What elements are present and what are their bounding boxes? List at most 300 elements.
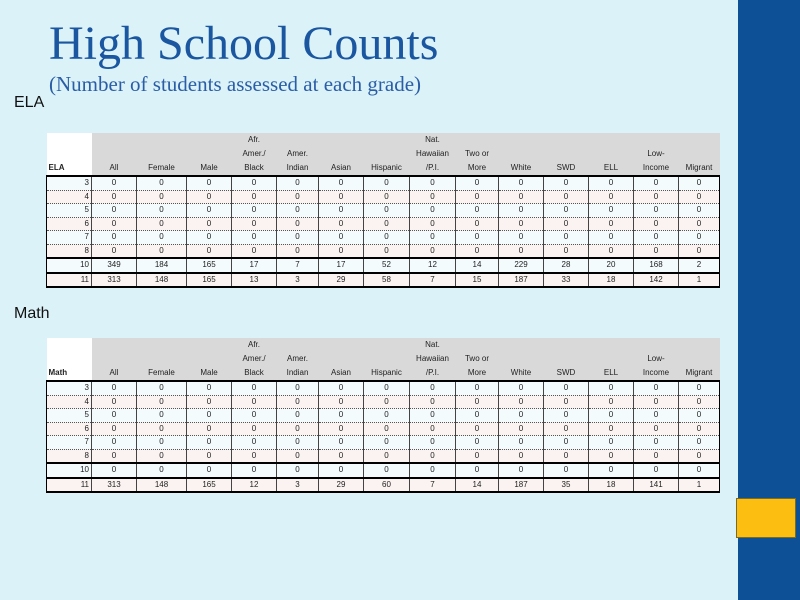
table-cell: 0 [410, 231, 456, 245]
table-cell: 20 [589, 258, 634, 273]
table-cell: 0 [187, 395, 232, 409]
table-row [47, 231, 720, 245]
table-row [47, 258, 720, 273]
table-cell: 0 [679, 204, 720, 218]
column-header [589, 338, 634, 381]
column-header-line: Two or [464, 149, 489, 158]
table-cell: 0 [364, 204, 410, 218]
table-cell: 0 [277, 436, 319, 450]
column-header-line: Amer. [287, 354, 308, 363]
table-cell: 0 [364, 436, 410, 450]
column-header [319, 133, 364, 176]
table-cell: 0 [137, 217, 187, 231]
grade-cell: 7 [47, 231, 92, 245]
table-cell: 0 [634, 190, 679, 204]
column-header [319, 338, 364, 381]
column-header [499, 338, 544, 381]
table-cell: 0 [187, 176, 232, 190]
table-cell: 0 [92, 436, 137, 450]
table-cell: 0 [187, 422, 232, 436]
table-cell: 0 [364, 231, 410, 245]
table-cell: 0 [544, 449, 589, 463]
table-cell: 3 [277, 478, 319, 493]
table-cell: 0 [456, 395, 499, 409]
grade-cell: 11 [47, 478, 92, 493]
column-header-line: Hispanic [371, 368, 402, 377]
table-cell: 0 [137, 449, 187, 463]
column-header-line: Black [244, 163, 264, 172]
table-cell: 0 [410, 244, 456, 258]
column-header-line: Migrant [685, 368, 713, 377]
column-header [137, 338, 187, 381]
table-cell: 0 [456, 463, 499, 478]
table-cell: 0 [499, 463, 544, 478]
grade-cell: 8 [47, 244, 92, 258]
column-header-line: Amer./ [242, 354, 266, 363]
table-cell: 0 [187, 190, 232, 204]
table-cell: 0 [364, 409, 410, 423]
column-header-line: Indian [286, 163, 309, 172]
table-cell: 0 [92, 409, 137, 423]
table-cell: 0 [319, 422, 364, 436]
table-cell: 0 [364, 190, 410, 204]
table-cell: 0 [589, 190, 634, 204]
grade-cell: 5 [47, 204, 92, 218]
table-cell: 0 [589, 231, 634, 245]
table-cell: 0 [232, 231, 277, 245]
column-header-line: Income [642, 368, 670, 377]
table-cell: 0 [679, 381, 720, 395]
table-row [47, 449, 720, 463]
math-table [46, 338, 720, 493]
table-cell: 2 [679, 258, 720, 273]
column-header-line: Asian [330, 163, 351, 172]
table-cell: 0 [319, 190, 364, 204]
table-cell: 0 [92, 381, 137, 395]
table-cell: 0 [544, 463, 589, 478]
table-cell: 0 [456, 449, 499, 463]
column-header-line: SWD [556, 368, 576, 377]
table-cell: 0 [544, 176, 589, 190]
column-header [544, 338, 589, 381]
table-cell: 0 [92, 244, 137, 258]
table-cell: 0 [277, 231, 319, 245]
table-cell: 0 [589, 436, 634, 450]
table-cell: 0 [456, 244, 499, 258]
table-cell: 0 [137, 395, 187, 409]
table-cell: 0 [589, 381, 634, 395]
table-cell: 0 [499, 395, 544, 409]
column-header [187, 338, 232, 381]
table-cell: 0 [277, 409, 319, 423]
table-cell: 0 [277, 381, 319, 395]
slide-subtitle: (Number of students assessed at each grade) [49, 72, 422, 96]
ela-table [46, 133, 720, 288]
column-header-line: Two or [464, 354, 489, 363]
column-header-line: White [510, 163, 532, 172]
table-cell: 7 [410, 273, 456, 288]
table-cell: 60 [364, 478, 410, 493]
table-cell: 18 [589, 478, 634, 493]
table-cell: 0 [319, 436, 364, 450]
column-header-line: Male [200, 163, 218, 172]
column-header [634, 338, 679, 381]
table-cell: 58 [364, 273, 410, 288]
column-header-line: Male [200, 368, 218, 377]
table-cell: 0 [499, 422, 544, 436]
table-cell: 0 [277, 244, 319, 258]
table-cell: 0 [634, 176, 679, 190]
column-header [92, 338, 137, 381]
column-header-line: Hispanic [371, 163, 402, 172]
table-cell: 12 [232, 478, 277, 493]
column-header-line: Income [642, 163, 670, 172]
table-cell: 0 [544, 381, 589, 395]
table-cell: 0 [679, 449, 720, 463]
table-cell: 0 [679, 217, 720, 231]
column-header [499, 133, 544, 176]
table-cell: 0 [232, 190, 277, 204]
column-header-line: Low- [647, 354, 665, 363]
column-header-line: Black [244, 368, 264, 377]
table-cell: 0 [544, 409, 589, 423]
column-header [589, 133, 634, 176]
table-cell: 0 [277, 449, 319, 463]
table-cell: 0 [137, 244, 187, 258]
table-cell: 0 [187, 217, 232, 231]
column-header-line: ELL [603, 163, 619, 172]
table-cell: 148 [137, 273, 187, 288]
table-cell: 0 [544, 231, 589, 245]
grade-cell: 3 [47, 381, 92, 395]
table-row [47, 176, 720, 190]
table-cell: 0 [410, 463, 456, 478]
table-cell: 0 [232, 217, 277, 231]
table-cell: 0 [499, 436, 544, 450]
table-cell: 14 [456, 258, 499, 273]
table-cell: 0 [499, 217, 544, 231]
table-cell: 0 [679, 395, 720, 409]
table-cell: 165 [187, 273, 232, 288]
table-cell: 0 [232, 409, 277, 423]
table-cell: 3 [277, 273, 319, 288]
table-cell: 18 [589, 273, 634, 288]
table-cell: 0 [679, 231, 720, 245]
table-cell: 0 [589, 204, 634, 218]
table-cell: 0 [137, 204, 187, 218]
table-cell: 33 [544, 273, 589, 288]
table-cell: 0 [364, 381, 410, 395]
table-cell: 0 [499, 409, 544, 423]
table-cell: 0 [410, 422, 456, 436]
table-cell: 0 [364, 449, 410, 463]
table-cell: 1 [679, 273, 720, 288]
table-row [47, 381, 720, 395]
table-cell: 0 [499, 244, 544, 258]
table-cell: 0 [277, 463, 319, 478]
column-header [634, 133, 679, 176]
table-cell: 0 [92, 463, 137, 478]
table-row [47, 422, 720, 436]
table-cell: 17 [232, 258, 277, 273]
column-header [232, 338, 277, 381]
column-header [277, 338, 319, 381]
table-cell: 187 [499, 273, 544, 288]
table-cell: 0 [277, 204, 319, 218]
table-cell: 7 [410, 478, 456, 493]
table-cell: 0 [92, 190, 137, 204]
table-cell: 0 [679, 244, 720, 258]
column-header [410, 338, 456, 381]
table-cell: 0 [92, 395, 137, 409]
column-header [679, 338, 720, 381]
table-cell: 0 [187, 381, 232, 395]
column-header-line: Indian [286, 368, 309, 377]
table-cell: 29 [319, 273, 364, 288]
table-cell: 0 [456, 409, 499, 423]
table-cell: 0 [499, 231, 544, 245]
table-cell: 165 [187, 258, 232, 273]
table-cell: 0 [232, 204, 277, 218]
table-cell: 0 [319, 231, 364, 245]
table-cell: 0 [319, 217, 364, 231]
column-header-line: White [510, 368, 532, 377]
grade-cell: 10 [47, 258, 92, 273]
column-header-line: All [109, 163, 119, 172]
column-header [544, 133, 589, 176]
column-header [456, 338, 499, 381]
table-cell: 0 [544, 395, 589, 409]
table-cell: 0 [456, 231, 499, 245]
table-cell: 142 [634, 273, 679, 288]
table-cell: 0 [187, 244, 232, 258]
table-cell: 0 [187, 204, 232, 218]
table-cell: 0 [634, 395, 679, 409]
column-header-line: SWD [556, 163, 576, 172]
table-cell: 0 [544, 217, 589, 231]
column-header-line: Afr. [247, 340, 260, 349]
table-cell: 0 [589, 422, 634, 436]
table-cell: 0 [634, 217, 679, 231]
table-cell: 148 [137, 478, 187, 493]
table-cell: 28 [544, 258, 589, 273]
column-header-line: Female [148, 163, 175, 172]
table-cell: 12 [410, 258, 456, 273]
header-row [47, 338, 720, 381]
table-cell: 0 [232, 449, 277, 463]
grade-cell: 6 [47, 422, 92, 436]
table-cell: 0 [92, 217, 137, 231]
table-cell: 0 [277, 395, 319, 409]
table-row [47, 244, 720, 258]
column-header-line: Female [148, 368, 175, 377]
table-cell: 313 [92, 273, 137, 288]
table-cell: 0 [319, 395, 364, 409]
column-header [679, 133, 720, 176]
slide-title: High School Counts [49, 17, 439, 70]
table-cell: 0 [364, 176, 410, 190]
table-cell: 1 [679, 478, 720, 493]
table-cell: 0 [410, 395, 456, 409]
column-header [232, 133, 277, 176]
table-cell: 187 [499, 478, 544, 493]
table-cell: 0 [232, 436, 277, 450]
table-cell: 0 [589, 449, 634, 463]
table-cell: 0 [364, 217, 410, 231]
grade-cell: 4 [47, 395, 92, 409]
table-cell: 0 [232, 395, 277, 409]
table-row [47, 463, 720, 478]
table-cell: 0 [277, 190, 319, 204]
table-cell: 0 [499, 176, 544, 190]
table-cell: 0 [499, 190, 544, 204]
table-cell: 0 [277, 176, 319, 190]
table-cell: 0 [137, 381, 187, 395]
table-cell: 0 [410, 436, 456, 450]
table-row [47, 395, 720, 409]
column-header-line: /P.I. [425, 368, 440, 377]
table-row [47, 204, 720, 218]
table-cell: 29 [319, 478, 364, 493]
table-cell: 0 [92, 204, 137, 218]
table-cell: 0 [410, 204, 456, 218]
table-cell: 0 [456, 176, 499, 190]
table-cell: 0 [137, 422, 187, 436]
grade-cell: 5 [47, 409, 92, 423]
table-cell: 0 [137, 436, 187, 450]
table-cell: 0 [137, 176, 187, 190]
table-cell: 35 [544, 478, 589, 493]
table-cell: 0 [319, 176, 364, 190]
column-header [277, 133, 319, 176]
table-cell: 0 [589, 409, 634, 423]
table-cell: 0 [232, 381, 277, 395]
table-cell: 0 [634, 463, 679, 478]
column-header [410, 133, 456, 176]
table-cell: 0 [364, 244, 410, 258]
table-cell: 0 [544, 244, 589, 258]
table-corner-label: Math [47, 338, 92, 381]
column-header-line: More [467, 163, 487, 172]
table-cell: 0 [544, 422, 589, 436]
table-cell: 13 [232, 273, 277, 288]
table-cell: 0 [456, 422, 499, 436]
table-cell: 15 [456, 273, 499, 288]
column-header-line: Nat. [425, 340, 440, 349]
grade-cell: 11 [47, 273, 92, 288]
table-row [47, 436, 720, 450]
table-cell: 0 [319, 449, 364, 463]
table-cell: 0 [410, 449, 456, 463]
table-cell: 0 [187, 231, 232, 245]
table-cell: 0 [679, 176, 720, 190]
column-header-line: Asian [330, 368, 351, 377]
table-cell: 0 [319, 244, 364, 258]
table-cell: 0 [232, 244, 277, 258]
table-cell: 168 [634, 258, 679, 273]
column-header-line: ELL [603, 368, 619, 377]
grade-cell: 10 [47, 463, 92, 478]
table-cell: 0 [634, 381, 679, 395]
table-cell: 0 [634, 204, 679, 218]
table-cell: 141 [634, 478, 679, 493]
table-cell: 0 [456, 217, 499, 231]
table-cell: 0 [410, 176, 456, 190]
table-cell: 0 [634, 244, 679, 258]
table-cell: 0 [319, 409, 364, 423]
table-cell: 0 [456, 381, 499, 395]
table-cell: 0 [589, 463, 634, 478]
table-cell: 0 [456, 204, 499, 218]
column-header-line: Hawaiian [416, 354, 449, 363]
column-header [187, 133, 232, 176]
table-cell: 0 [137, 190, 187, 204]
column-header [92, 133, 137, 176]
table-cell: 349 [92, 258, 137, 273]
table-cell: 0 [634, 449, 679, 463]
column-header-line: Low- [647, 149, 665, 158]
table-cell: 0 [137, 463, 187, 478]
table-cell: 313 [92, 478, 137, 493]
table-cell: 0 [679, 436, 720, 450]
table-cell: 0 [187, 449, 232, 463]
grade-cell: 4 [47, 190, 92, 204]
table-cell: 0 [499, 449, 544, 463]
table-row [47, 217, 720, 231]
table-cell: 0 [589, 244, 634, 258]
table-cell: 0 [137, 409, 187, 423]
table-row [47, 478, 720, 493]
column-header-line: Nat. [425, 135, 440, 144]
table-cell: 0 [634, 231, 679, 245]
table-cell: 0 [544, 190, 589, 204]
table-cell: 0 [456, 190, 499, 204]
ela-section-label: ELA [14, 94, 45, 111]
table-cell: 165 [187, 478, 232, 493]
accent-block [736, 498, 796, 538]
table-cell: 7 [277, 258, 319, 273]
table-cell: 0 [92, 449, 137, 463]
math-section-label: Math [14, 305, 50, 322]
column-header [137, 133, 187, 176]
column-header-line: Migrant [685, 163, 713, 172]
column-header-line: Afr. [247, 135, 260, 144]
table-cell: 17 [319, 258, 364, 273]
table-cell: 0 [92, 231, 137, 245]
table-cell: 0 [319, 204, 364, 218]
table-cell: 0 [410, 381, 456, 395]
table-cell: 184 [137, 258, 187, 273]
table-row [47, 190, 720, 204]
table-cell: 0 [410, 409, 456, 423]
table-cell: 0 [319, 463, 364, 478]
table-cell: 0 [679, 422, 720, 436]
column-header [364, 133, 410, 176]
table-cell: 0 [634, 409, 679, 423]
grade-cell: 3 [47, 176, 92, 190]
table-row [47, 273, 720, 288]
column-header [456, 133, 499, 176]
table-row [47, 409, 720, 423]
table-cell: 0 [277, 217, 319, 231]
table-cell: 0 [232, 422, 277, 436]
column-header-line: Amer./ [242, 149, 266, 158]
table-cell: 0 [589, 395, 634, 409]
table-cell: 0 [364, 463, 410, 478]
table-cell: 0 [187, 463, 232, 478]
table-cell: 0 [364, 395, 410, 409]
column-header-line: More [467, 368, 487, 377]
